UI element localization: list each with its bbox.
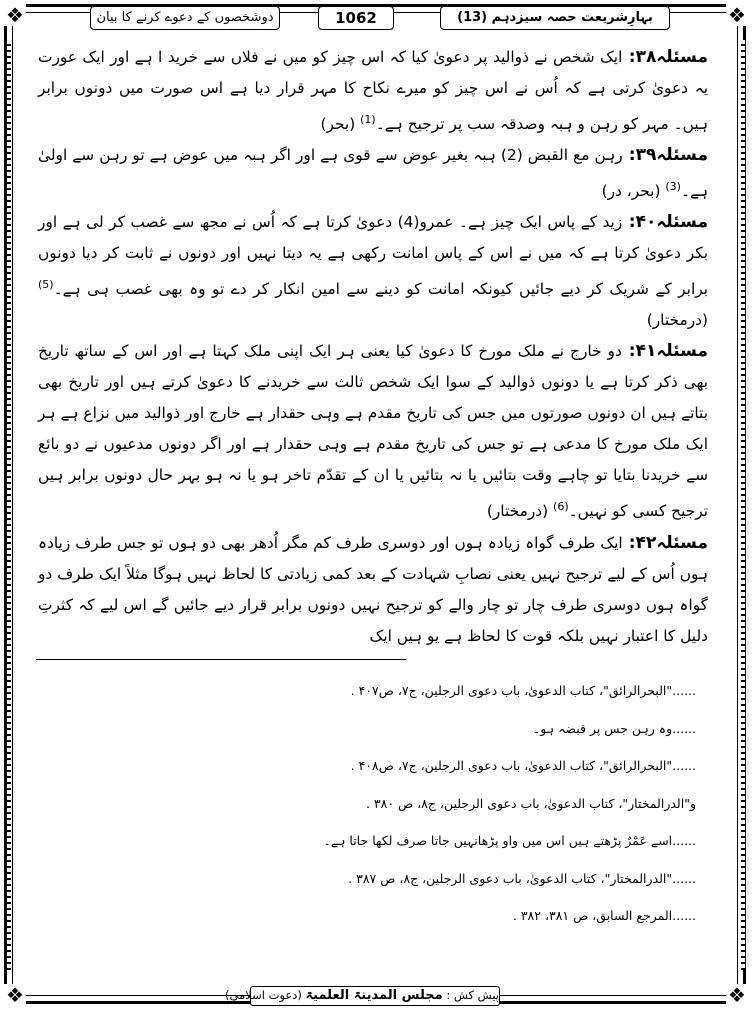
footnote-item: ......وہ رہن جس پر قبضہ ہو۔: [532, 720, 696, 736]
footnotes: [36, 672, 696, 935]
masala-label: مسئلہ۴۱:: [621, 341, 709, 362]
masala-paragraph: [38, 528, 708, 652]
corner-ornament-icon: ❖: [4, 4, 26, 26]
footnote-item: ......"البحرالرائق"، کتاب الدعویٰ، باب دعوی الرجلین، ج۷، ص۴۰۷ .: [350, 683, 696, 698]
footnote-reference[interactable]: (5): [38, 278, 54, 292]
page-footer: [225, 986, 500, 1006]
source-citation: (بحر، در): [601, 182, 666, 201]
page-number: 1062: [318, 6, 394, 30]
corner-ornament-icon: ❖: [726, 4, 748, 26]
masala-paragraph: [38, 336, 708, 527]
masala-paragraph: [38, 207, 708, 336]
footnote-item: ......"الدرالمختار"، کتاب الدعویٰ، باب دعوی الرجلین، ج۸، ص ۳۸۷ .: [348, 870, 696, 886]
publisher-affiliation: (دعوت اسلامی): [225, 988, 302, 1002]
source-citation: (بحر): [320, 115, 361, 134]
masala-paragraph: [38, 140, 708, 207]
masala-text: زید کے پاس ایک چیز ہے۔ عمرو(4) دعویٰ کرتا ہے کہ اُس نے مجھ سے غصب کر لی ہے اور بکر دعویٰ کرتا ہے کہ میں نے اس کے پاس امانت رکھی ہے یہ دیتا نہیں اور دونوں نے ثابت کر دیا دونوں برابر کے شریک کر دیے جائیں کیونکہ امانت کو دینے سے امین انکار کر دے تو وہ بھی غصب ہی ہے۔: [38, 213, 708, 299]
masala-label: مسئلہ۳۹:: [622, 145, 708, 166]
footnote-separator: [36, 659, 406, 660]
masala-text: دو خارج نے ملک مورخ کا دعویٰ کیا یعنی ہر ایک اپنی ملک کہتا ہے اور اس کے ساتھ تاریخ بھی ذکر کرتا ہے یا دونوں ذوالید کے سوا ایک شخص ثالث سے خریدنے کا دعویٰ کرتے ہیں اور تاریخ بھی بتاتے ہیں ان دونوں صورتوں میں جس کی تاریخ مقدم ہے وہی حقدار ہے خارج اور ذوالید میں نزاع ہے ہر ایک ملک مورخ کا مدعی ہے تو جس کی تاریخ مقدم ہے وہی حقدار ہے اور اگر دونوں مدعیوں نے دو بائع سے خریدنا بتایا تو چاہے وقت بتائیں یا نہ بتائیں یا ان کے تقدّم تاخر ہو یا نہ ہو بہر حال دونوں برابر ہیں ترجیح کسی کو نہیں۔: [38, 342, 708, 521]
footnote-item: ......المرجع السابق، ص ۳۸۱، ۳۸۲ .: [512, 908, 696, 923]
footer-prefix: پیش کش :: [446, 988, 499, 1002]
right-border-ornament: [741, 40, 745, 970]
book-title: بہارِشریعت حصہ سیزدہم (13): [440, 6, 670, 30]
masala-text: ایک شخص نے ذوالید پر دعویٰ کیا کہ اس چیز کو میں نے فلاں سے خرید ا ہے اور ایک عورت یہ دعویٰ کرتی ہے کہ اُس نے اس چیز کو میرے نکاح کا مہر قرار دیا ہے اس صورت میں دونوں برابر ہیں۔ مہر کو رہن و ہبہ وصدقہ سب پر ترجیح ہے۔: [38, 48, 708, 134]
source-citation: (درمختار): [646, 311, 708, 330]
page-header: [90, 6, 670, 32]
footnote-item: ......"البحرالرائق"، کتاب الدعویٰ، باب دعوی الرجلین، ج۷، ص۴۰۸ .: [350, 758, 696, 773]
left-border-ornament: [7, 40, 11, 970]
footnote-reference[interactable]: (3): [665, 180, 681, 194]
footnote-item: و"الدرالمختار"، کتاب الدعویٰ، باب دعوی الرجلین، ج۸، ص ۳۸۰ .: [365, 795, 696, 811]
masala-label: مسئلہ۳۸:: [622, 47, 708, 67]
footnote-reference[interactable]: (6): [553, 500, 569, 514]
corner-ornament-icon: ❖: [4, 984, 26, 1006]
source-citation: (درمختار): [486, 502, 554, 521]
publisher-name: مجلس المدینۃ العلمیۃ: [305, 988, 443, 1003]
masala-label: مسئلہ۴۰:: [622, 212, 709, 233]
footnote-reference[interactable]: (1): [360, 113, 376, 126]
corner-ornament-icon: ❖: [726, 984, 748, 1006]
chapter-title: دوشخصوں کے دعوے کرنے کا بیان: [90, 6, 280, 30]
main-text: [38, 42, 708, 652]
masala-text: ایک طرف گواہ زیادہ ہوں اور دوسری طرف کم مگر اُدھر بھی دو ہوں تو جس طرف زیادہ ہوں اُس کے لیے ترجیح نہیں یعنی نصابِ شہادت کے بعد کمی زیادتی کا لحاظ نہیں ہوگا مثلاً ایک طرف دو گواہ ہوں دوسری طرف چار تو چار والے کو ترجیح نہیں دونوں برابر قرار دیے جائیں گے اس لیے کہ کثرتِ دلیل کا اعتبار نہیں بلکہ قوت کا لحاظ ہے یو ہیں ایک: [38, 533, 708, 645]
masala-text: رہن مع القبض (2) ہبہ بغیر عوض سے قوی ہے اور اگر ہبہ میں عوض ہے تو رہن سے اولیٰ ہے۔: [38, 146, 708, 201]
footnote-item: ......اسے عَمْرٌ پڑھتے ہیں اس میں واو پڑھانہیں جاتا صرف لکھا جاتا ہے۔: [323, 833, 696, 848]
masala-label: مسئلہ۴۲:: [622, 532, 709, 553]
masala-paragraph: [38, 42, 708, 140]
